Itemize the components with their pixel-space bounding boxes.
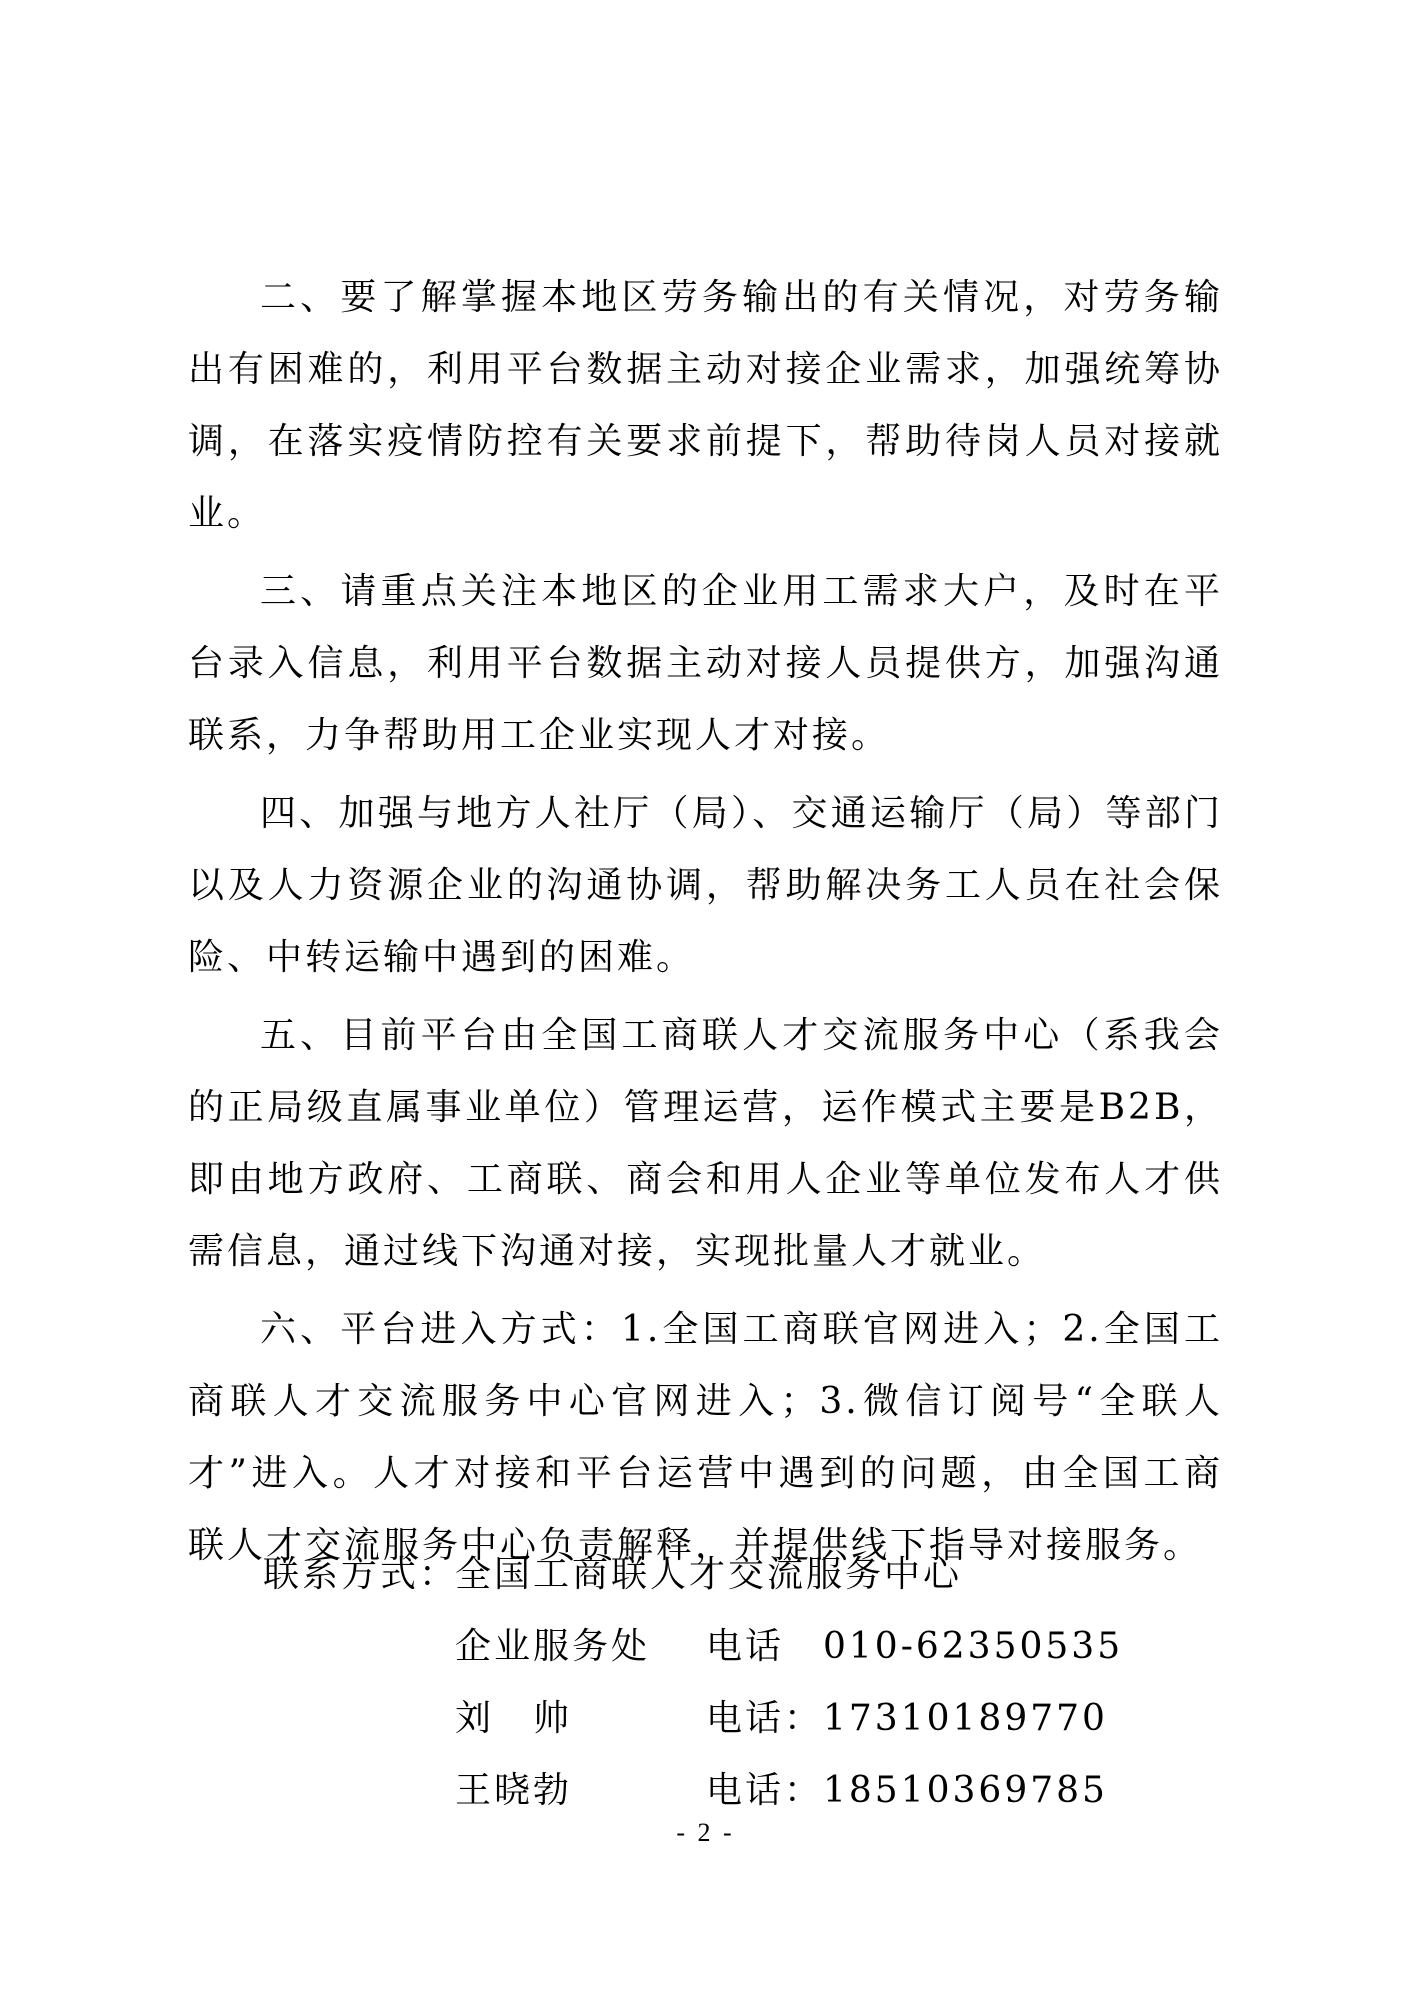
contact-phone: 电话 010-62350535: [706, 1626, 1124, 1667]
paragraph-6: 六、平台进入方式：1.全国工商联官网进入；2.全国工商联人才交流服务中心官网进入；3.微信订阅号“全联人才”进入。人才对接和平台运营中遇到的问题，由全国工商联人才交流服务中心负责解释，并提供线下指导对接服务。: [188, 1309, 1223, 1566]
contact-name: 刘 帅: [455, 1698, 573, 1739]
contact-entry: [263, 1611, 1163, 1683]
contact-header-row: [263, 1539, 1163, 1611]
contact-name: 企业服务处: [455, 1626, 651, 1667]
body-text: [188, 262, 1223, 1588]
paragraph-3: 三、请重点关注本地区的企业用工需求大户，及时在平台录入信息，利用平台数据主动对接人员提供方，加强沟通联系，力争帮助用工企业实现人才对接。: [188, 571, 1223, 756]
contact-label: 联系方式：: [263, 1554, 459, 1595]
contact-phone: 电话：18510369785: [706, 1770, 1108, 1811]
contact-organization: 全国工商联人才交流服务中心: [455, 1554, 963, 1595]
contact-phone: 电话：17310189770: [706, 1698, 1108, 1739]
contact-block: [263, 1539, 1163, 1827]
paragraph-4: 四、加强与地方人社厅（局）、交通运输厅（局）等部门以及人力资源企业的沟通协调，帮助解决务工人员在社会保险、中转运输中遇到的困难。: [188, 793, 1223, 978]
contact-name: 王晓勃: [455, 1770, 573, 1811]
paragraph-2: 二、要了解掌握本地区劳务输出的有关情况，对劳务输出有困难的，利用平台数据主动对接企业需求，加强统筹协调，在落实疫情防控有关要求前提下，帮助待岗人员对接就业。: [188, 277, 1223, 534]
paragraph-5: 五、目前平台由全国工商联人才交流服务中心（系我会的正局级直属事业单位）管理运营，运作模式主要是B2B，即由地方政府、工商联、商会和用人企业等单位发布人才供需信息，通过线下沟通对接，实现批量人才就业。: [188, 1015, 1223, 1272]
page-number: - 2 -: [676, 1818, 735, 1847]
contact-entry: [263, 1755, 1163, 1827]
contact-entry: [263, 1683, 1163, 1755]
